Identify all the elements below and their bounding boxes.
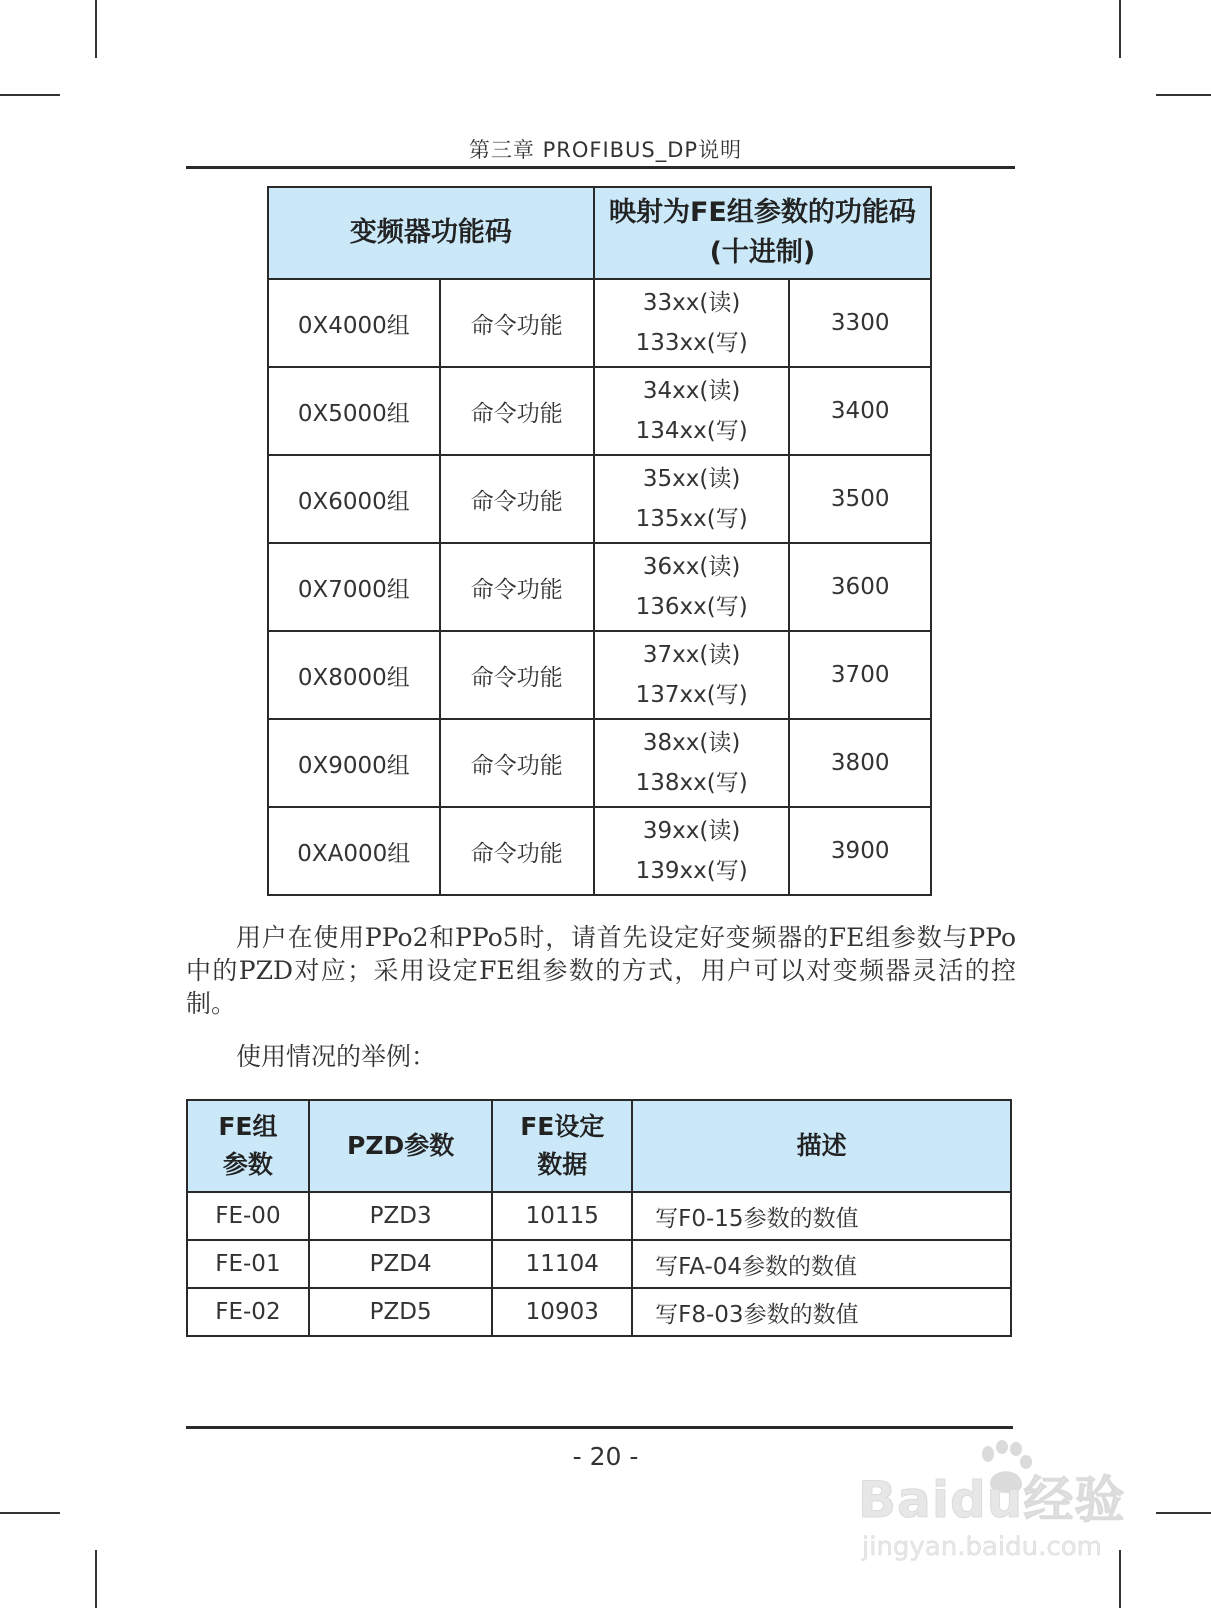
desc-cell: 写F0-15参数的数值 [632,1192,1011,1240]
function-cell: 命令功能 [440,719,594,807]
header-rule [186,166,1015,169]
write-code: 136xx(写) [635,594,748,620]
fe-cell: FE-00 [187,1192,309,1240]
value-cell: 3400 [789,367,931,455]
header-cell: FE设定数据 [492,1100,632,1192]
read-code: 39xx(读) [642,818,741,844]
desc-cell: 写FA-04参数的数值 [632,1240,1011,1288]
read-code: 35xx(读) [642,466,741,492]
data-cell: 10903 [492,1288,632,1336]
crop-mark [95,1550,97,1608]
watermark-url: jingyan.baidu.com [862,1532,1102,1562]
group-cell: 0XA000组 [268,807,440,895]
crop-mark [1156,94,1211,96]
read-code: 33xx(读) [642,290,741,316]
read-write-cell [594,543,790,631]
watermark [858,1440,1158,1580]
table-row [187,1240,1011,1288]
value-cell: 3900 [789,807,931,895]
read-write-cell [594,631,790,719]
table-row [268,631,931,719]
read-code: 36xx(读) [642,554,741,580]
write-code: 138xx(写) [635,770,748,796]
table-row [268,543,931,631]
read-write-cell [594,719,790,807]
table-header-row [187,1100,1011,1192]
crop-mark [95,0,97,58]
function-cell: 命令功能 [440,543,594,631]
header-cell: 描述 [632,1100,1011,1192]
group-cell: 0X6000组 [268,455,440,543]
header-cell: PZD参数 [309,1100,493,1192]
mapping-table [267,186,932,896]
table-row [268,455,931,543]
example-table [186,1099,1012,1337]
read-code: 34xx(读) [642,378,741,404]
read-write-cell [594,455,790,543]
write-code: 139xx(写) [635,858,748,884]
chapter-header: 第三章 PROFIBUS_DP说明 [468,138,743,162]
function-cell: 命令功能 [440,367,594,455]
watermark-brand: Baidu经验 [858,1471,1126,1529]
fe-cell: FE-01 [187,1240,309,1288]
write-code: 133xx(写) [635,330,748,356]
body-paragraph: 用户在使用PPo2和PPo5时，请首先设定好变频器的FE组参数与PPo中的PZD对应；采用设定FE组参数的方式，用户可以对变频器灵活的控制。 [186,923,1016,1018]
pzd-cell: PZD4 [309,1240,493,1288]
table-row [268,279,931,367]
header-cell: 映射为FE组参数的功能码(十进制) [594,187,931,279]
page-number: - 20 - [572,1442,639,1471]
read-code: 38xx(读) [642,730,741,756]
example-intro: 使用情况的举例： [236,1042,437,1071]
crop-mark [1119,0,1121,58]
crop-mark [0,94,60,96]
group-cell: 0X7000组 [268,543,440,631]
crop-mark [1156,1512,1211,1514]
desc-cell: 写F8-03参数的数值 [632,1288,1011,1336]
pzd-cell: PZD5 [309,1288,493,1336]
read-write-cell [594,279,790,367]
write-code: 135xx(写) [635,506,748,532]
function-cell: 命令功能 [440,455,594,543]
pzd-cell: PZD3 [309,1192,493,1240]
value-cell: 3700 [789,631,931,719]
group-cell: 0X5000组 [268,367,440,455]
data-cell: 11104 [492,1240,632,1288]
footer-rule [186,1426,1013,1429]
group-cell: 0X9000组 [268,719,440,807]
function-cell: 命令功能 [440,279,594,367]
group-cell: 0X4000组 [268,279,440,367]
group-cell: 0X8000组 [268,631,440,719]
read-write-cell [594,367,790,455]
table-row [268,367,931,455]
value-cell: 3300 [789,279,931,367]
value-cell: 3800 [789,719,931,807]
read-write-cell [594,807,790,895]
fe-cell: FE-02 [187,1288,309,1336]
value-cell: 3600 [789,543,931,631]
table-row [187,1192,1011,1240]
header-cell: FE组参数 [187,1100,309,1192]
read-code: 37xx(读) [642,642,741,668]
data-cell: 10115 [492,1192,632,1240]
write-code: 137xx(写) [635,682,748,708]
crop-mark [0,1512,60,1514]
function-cell: 命令功能 [440,631,594,719]
value-cell: 3500 [789,455,931,543]
table-header-row [268,187,931,279]
table-row [268,719,931,807]
function-cell: 命令功能 [440,807,594,895]
header-cell: 变频器功能码 [268,187,594,279]
table-row [187,1288,1011,1336]
write-code: 134xx(写) [635,418,748,444]
table-row [268,807,931,895]
